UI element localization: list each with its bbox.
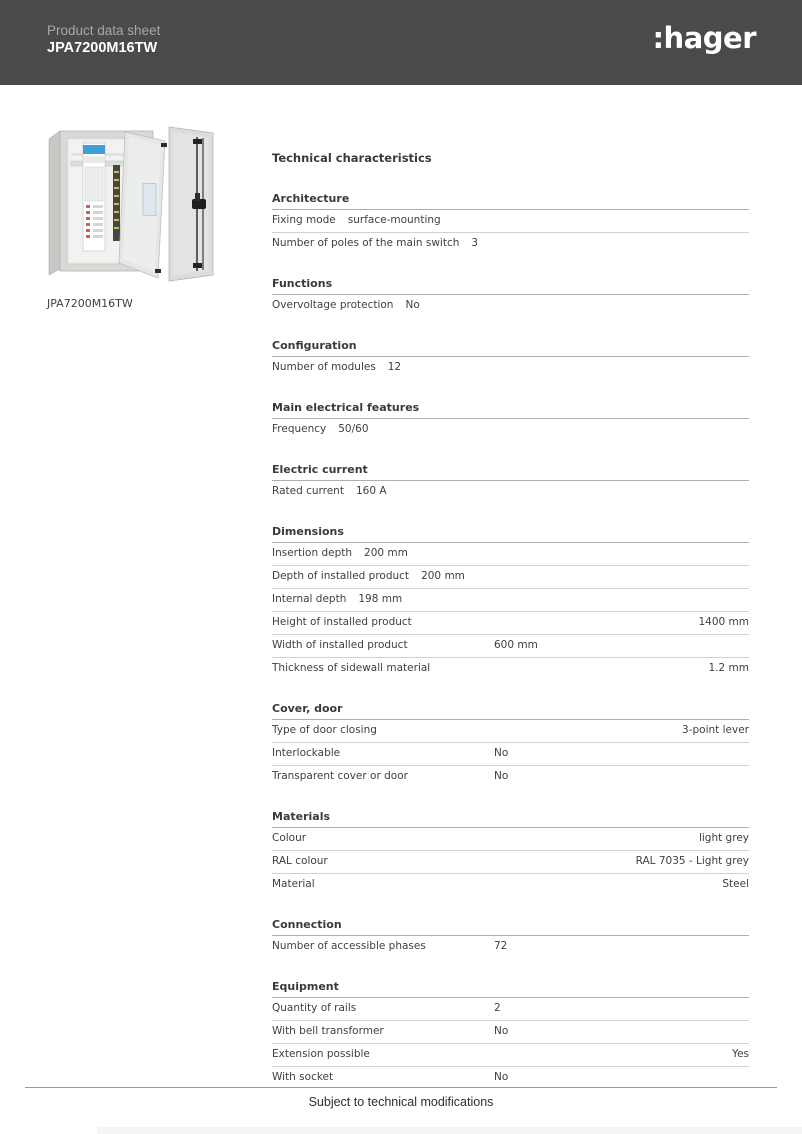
spec-label: Extension possible — [272, 1048, 370, 1060]
hager-logo: :hager — [652, 21, 756, 55]
spec-value: 1400 mm — [698, 616, 749, 628]
spec-row — [272, 612, 749, 635]
spec-row — [272, 1044, 749, 1067]
product-image-caption: JPA7200M16TW — [47, 297, 133, 310]
spec-value: 72 — [494, 940, 508, 952]
spec-label: Colour — [272, 832, 307, 844]
spec-content — [272, 152, 749, 1089]
spec-label: Quantity of rails — [272, 1002, 357, 1014]
spec-section — [272, 278, 749, 317]
spec-label: Height of installed product — [272, 616, 412, 628]
footer-note: Subject to technical modifications — [308, 1095, 494, 1109]
spec-label: Frequency — [272, 423, 327, 435]
product-image — [45, 123, 215, 287]
spec-value: 200 mm — [421, 570, 465, 582]
spec-value: Yes — [732, 1048, 749, 1060]
spec-value: 1.2 mm — [708, 662, 749, 674]
section-heading: Dimensions — [272, 526, 749, 543]
spec-label: With bell transformer — [272, 1025, 384, 1037]
spec-section — [272, 340, 749, 379]
spec-value: No — [494, 747, 509, 759]
doc-type-label: Product data sheet — [47, 23, 161, 38]
spec-row — [272, 720, 749, 743]
spec-label: Depth of installed product — [272, 570, 410, 582]
spec-section — [272, 919, 749, 958]
spec-row — [272, 658, 749, 680]
spec-value: 3-point lever — [682, 724, 749, 736]
section-heading: Connection — [272, 919, 749, 936]
section-heading: Main electrical features — [272, 402, 749, 419]
spec-row — [272, 566, 749, 589]
footer-divider — [25, 1087, 777, 1088]
spec-label: Number of modules — [272, 361, 376, 373]
spec-section — [272, 402, 749, 441]
header-bar — [0, 0, 802, 85]
spec-value: Steel — [722, 878, 749, 890]
spec-row — [272, 357, 749, 379]
spec-section — [272, 464, 749, 503]
spec-label: Material — [272, 878, 315, 890]
spec-value: 198 mm — [358, 593, 403, 605]
section-heading: Cover, door — [272, 703, 749, 720]
spec-value: 600 mm — [494, 639, 538, 651]
spec-row — [272, 210, 749, 233]
spec-row — [272, 998, 749, 1021]
section-heading: Materials — [272, 811, 749, 828]
spec-row — [272, 635, 749, 658]
spec-value: No — [494, 1025, 509, 1037]
spec-value: 200 mm — [364, 547, 408, 559]
spec-label: Width of installed product — [272, 639, 408, 651]
spec-label: Insertion depth — [272, 547, 353, 559]
spec-row — [272, 589, 749, 612]
spec-label: Type of door closing — [272, 724, 377, 736]
spec-value: No — [494, 1071, 509, 1083]
spec-row — [272, 828, 749, 851]
page-bottom-strip — [97, 1127, 802, 1134]
section-heading: Configuration — [272, 340, 749, 357]
spec-row — [272, 481, 749, 503]
section-heading: Functions — [272, 278, 749, 295]
spec-label: Internal depth — [272, 593, 347, 605]
spec-row — [272, 419, 749, 441]
spec-section — [272, 703, 749, 788]
spec-label: Thickness of sidewall material — [272, 662, 431, 674]
product-code-title: JPA7200M16TW — [47, 40, 158, 56]
spec-label: Rated current — [272, 485, 344, 497]
spec-value: surface-mounting — [347, 214, 441, 226]
spec-value: 160 A — [355, 485, 387, 497]
spec-row — [272, 743, 749, 766]
spec-value: No — [494, 770, 509, 782]
spec-section — [272, 811, 749, 896]
spec-value: 12 — [387, 361, 402, 373]
section-heading: Electric current — [272, 464, 749, 481]
spec-label: With socket — [272, 1071, 334, 1083]
spec-label: RAL colour — [272, 855, 328, 867]
spec-sections — [272, 193, 749, 1089]
spec-value: 3 — [471, 237, 479, 249]
spec-row — [272, 1021, 749, 1044]
spec-row — [272, 936, 749, 958]
spec-section — [272, 193, 749, 255]
spec-label: Number of poles of the main switch — [272, 237, 460, 249]
spec-row — [272, 233, 749, 255]
spec-label: Overvoltage protection — [272, 299, 394, 311]
spec-value: 2 — [494, 1002, 501, 1014]
enclosure-illustration — [45, 123, 215, 287]
spec-value: light grey — [698, 832, 749, 844]
spec-row — [272, 851, 749, 874]
section-heading: Equipment — [272, 981, 749, 998]
spec-value: RAL 7035 - Light grey — [635, 855, 749, 867]
spec-value: 50/60 — [338, 423, 369, 435]
header-text — [47, 22, 160, 58]
spec-row — [272, 295, 749, 317]
spec-value: No — [405, 299, 420, 311]
section-heading: Architecture — [272, 193, 749, 210]
page-title: Technical characteristics — [272, 151, 432, 165]
spec-row — [272, 766, 749, 788]
spec-row — [272, 1067, 749, 1089]
spec-label: Number of accessible phases — [272, 940, 426, 952]
spec-section — [272, 981, 749, 1089]
spec-section — [272, 526, 749, 680]
spec-label: Transparent cover or door — [272, 770, 408, 782]
spec-row — [272, 874, 749, 896]
spec-label: Interlockable — [272, 747, 341, 759]
spec-label: Fixing mode — [272, 214, 336, 226]
spec-row — [272, 543, 749, 566]
